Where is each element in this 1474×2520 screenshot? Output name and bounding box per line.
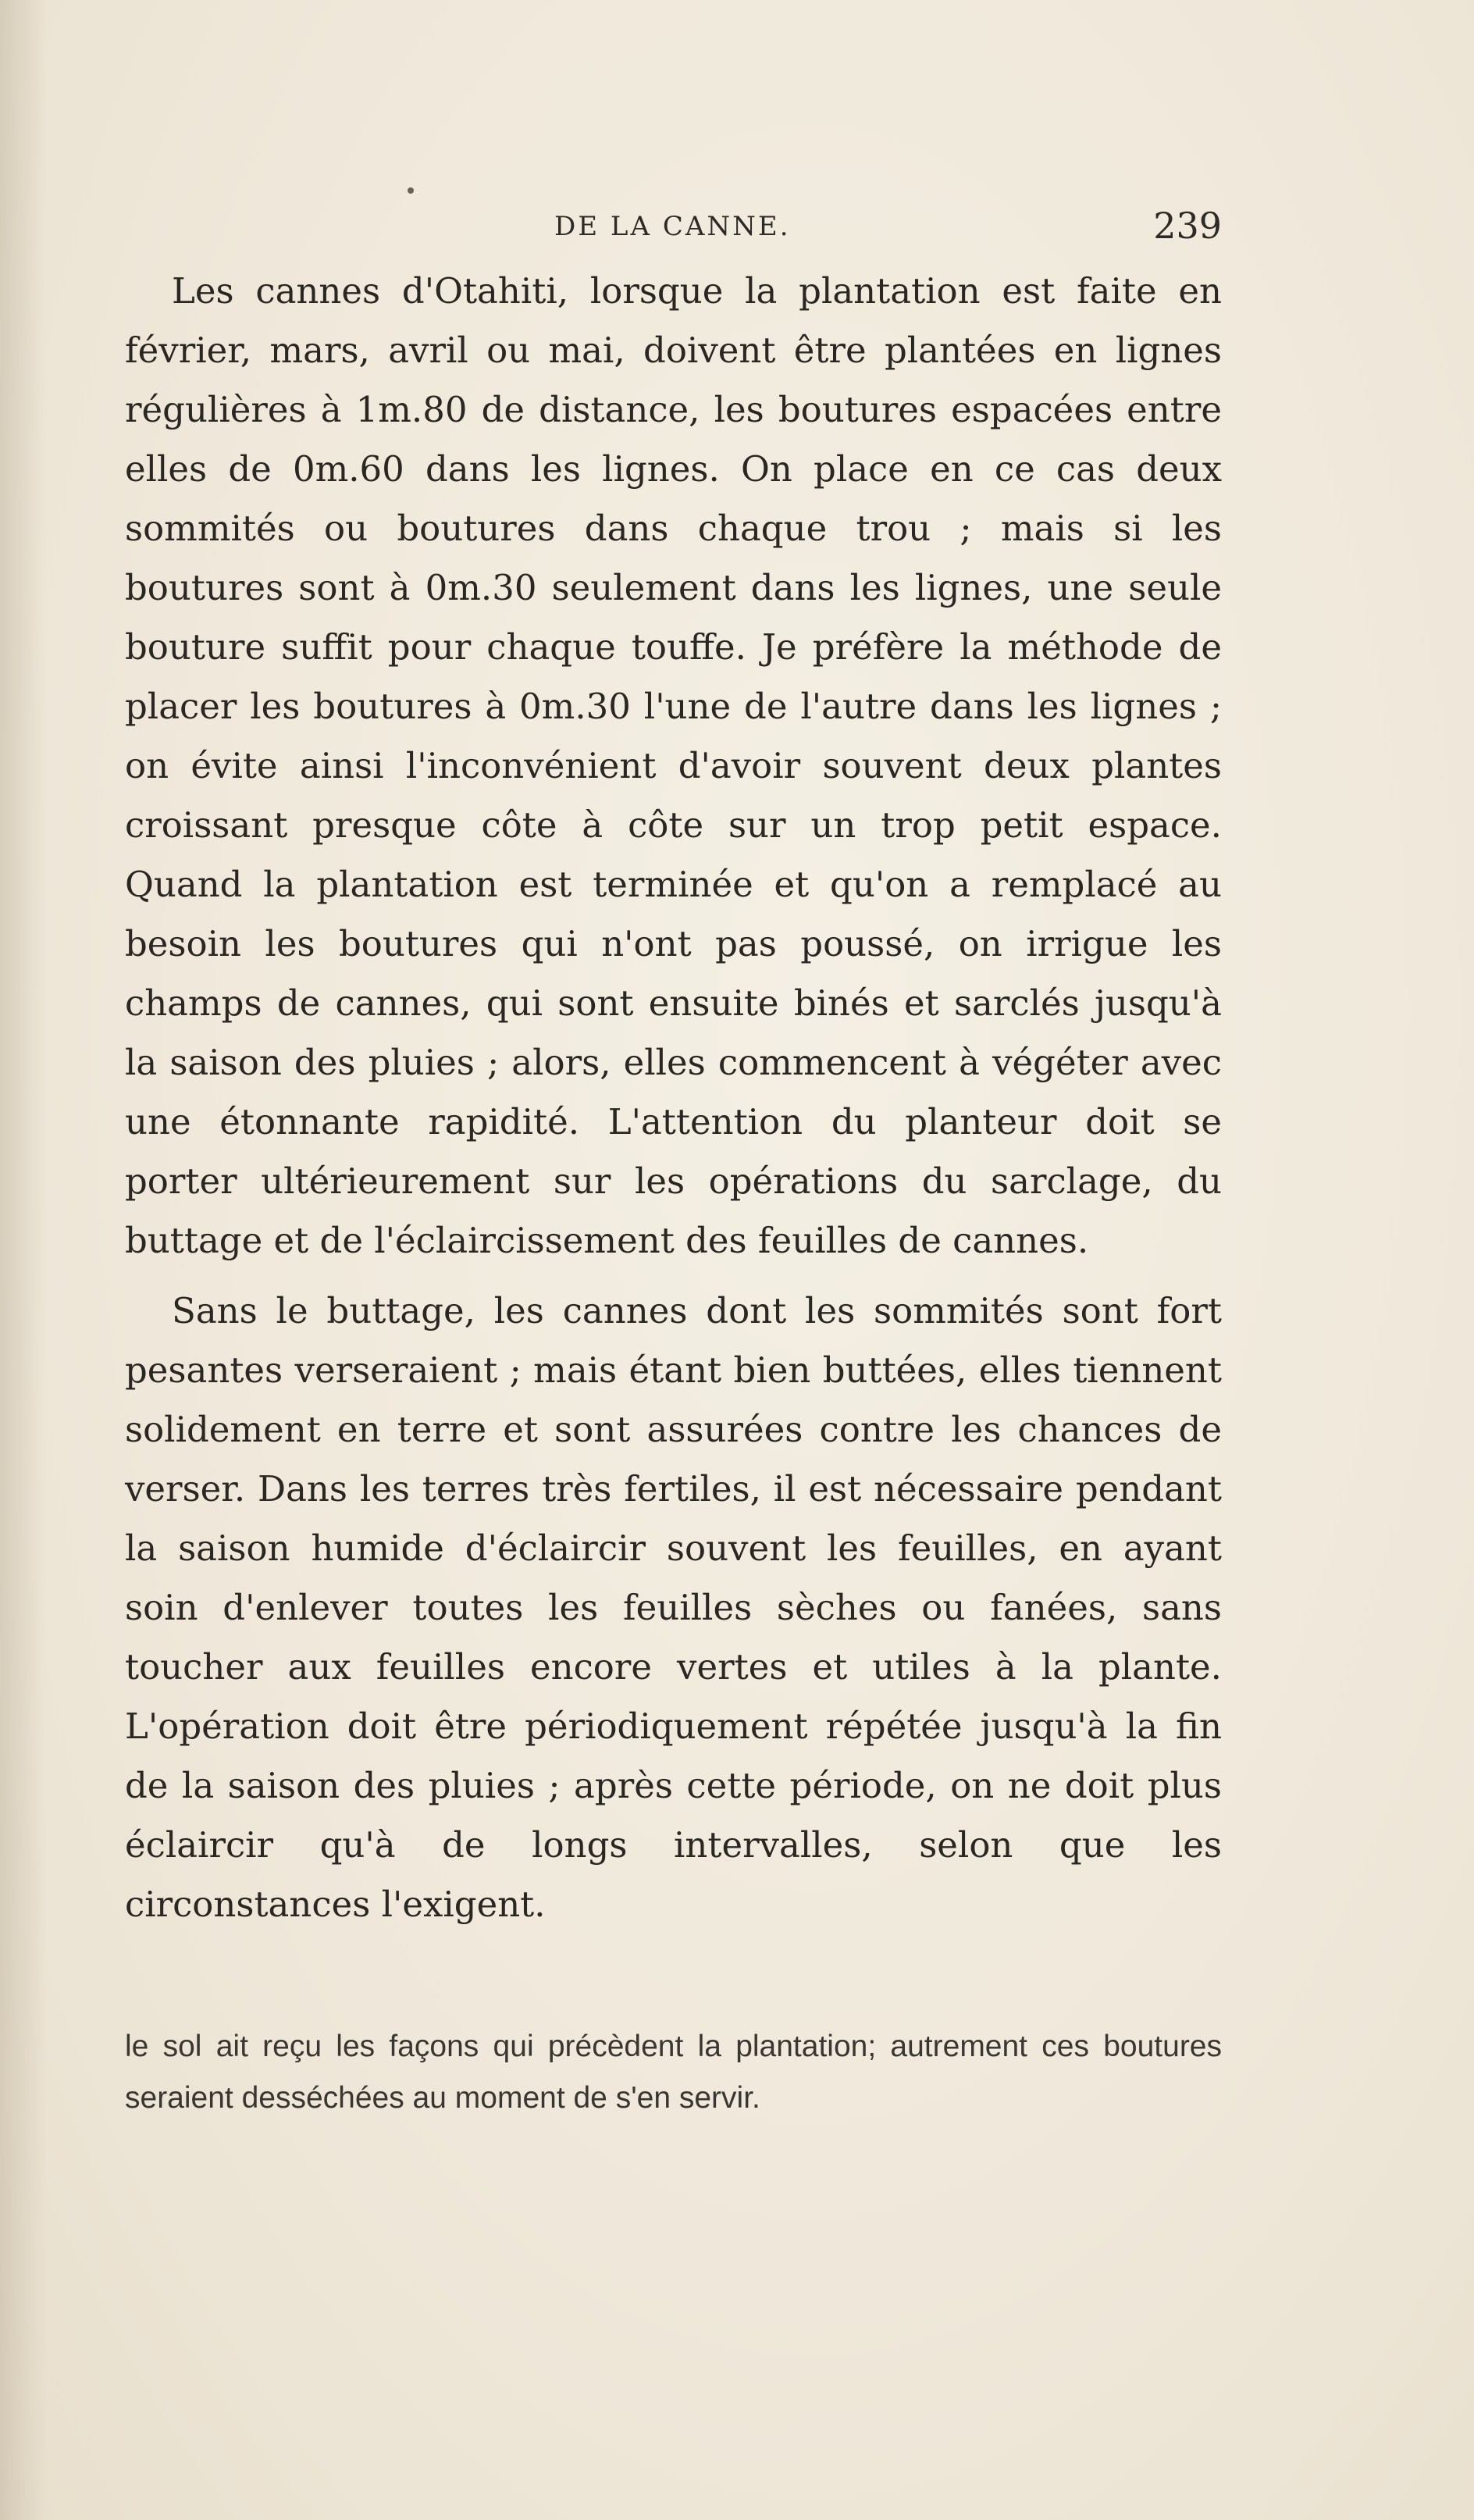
gutter-shadow	[0, 0, 47, 2520]
paragraph-2: Sans le buttage, les cannes dont les sommités sont fort pesantes verseraient ; mais étant bien buttées, elles tiennent solidement en terre et sont assurées contre les chances de verser. Dans les terres très fertiles, il est nécessaire pendant la saison humide d'éclaircir souvent les feuilles, en ayant soin d'enlever toutes les feuilles sèches ou fanées, sans toucher aux feuilles encore vertes et utiles à la plante. L'opération doit être périodiquement répétée jusqu'à la fin de la saison des pluies ; après cette période, on ne doit plus éclaircir qu'à de longs intervalles, selon que les circonstances l'exigent.	[125, 1290, 1222, 1925]
footnote: le sol ait reçu les façons qui précèdent la plantation; autrement ces boutures seraient desséchées au moment de s'en servir.	[125, 2030, 1222, 2115]
paragraph-1: Les cannes d'Otahiti, lorsque la plantation est faite en février, mars, avril ou mai, doivent être plantées en lignes régulières à 1m.80 de distance, les boutures espacées entre elles de 0m.60 dans les lignes. On place en ce cas deux sommités ou boutures dans chaque trou ; mais si les boutures sont à 0m.30 seulement dans les lignes, une seule bouture suffit pour chaque touffe. Je préfère la méthode de placer les boutures à 0m.30 l'une de l'autre dans les lignes ; on évite ainsi l'inconvénient d'avoir souvent deux plantes croissant presque côte à côte sur un trop petit espace. Quand la plantation est terminée et qu'on a remplacé au besoin les boutures qui n'ont pas poussé, on irrigue les champs de cannes, qui sont ensuite binés et sarclés jusqu'à la saison des pluies ; alors, elles commencent à végéter avec une étonnante rapidité. L'attention du planteur doit se porter ultérieurement sur les opérations du sarclage, du buttage et de l'éclaircissement des feuilles de cannes.	[125, 270, 1222, 1261]
body-text	[125, 262, 1222, 1934]
page-number: 239	[1153, 205, 1222, 247]
running-head	[125, 205, 1222, 259]
ink-dot	[408, 187, 414, 194]
running-title: DE LA CANNE.	[554, 211, 791, 242]
